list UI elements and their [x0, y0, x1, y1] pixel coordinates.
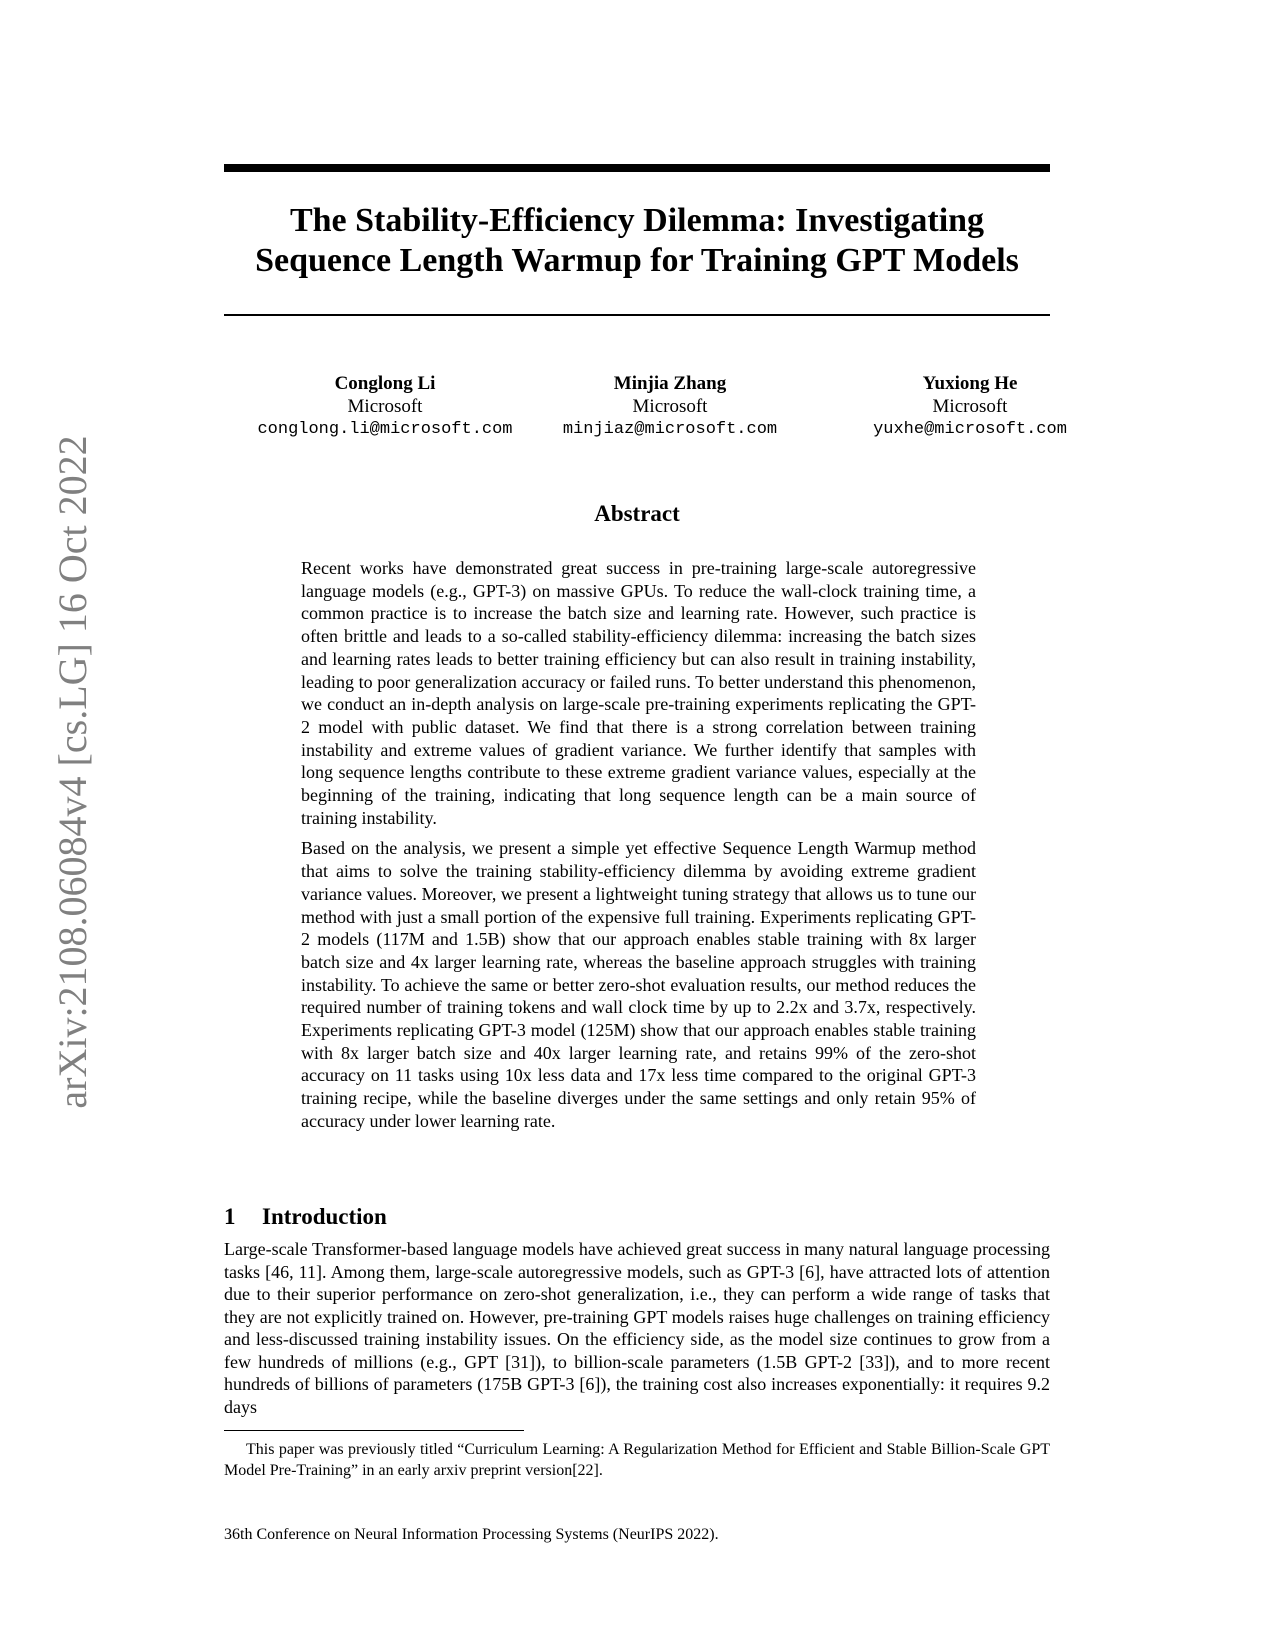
author-block	[800, 372, 1140, 441]
section-heading-introduction	[224, 1203, 387, 1231]
paper-title: The Stability-Efficiency Dilemma: Investigating Sequence Length Warmup for Training GPT Models	[255, 202, 1019, 279]
title-top-rule	[224, 164, 1050, 172]
author-email: conglong.li@microsoft.com	[257, 420, 513, 439]
footnote: This paper was previously titled “Curriculum Learning: A Regularization Method for Efficient and Stable Billion-Scale GPT Model Pre-Training” in an early arxiv preprint version[22].	[224, 1441, 1050, 1479]
author-email: yuxhe@microsoft.com	[873, 420, 1067, 439]
author-block	[510, 372, 830, 441]
abstract-heading: Abstract	[594, 501, 680, 526]
author-block	[230, 372, 540, 441]
author-affiliation: Microsoft	[932, 396, 1008, 417]
author-affiliation: Microsoft	[347, 396, 423, 417]
abstract-paragraph: Based on the analysis, we present a simple yet effective Sequence Length Warmup method that aims to solve the training stability-efficiency dilemma by avoiding extreme gradient variance values. Moreover, we present a lightweight tuning strategy that allows us to tune our method with just a small portion of the expensive full training. Experiments replicating GPT-2 models (117M and 1.5B) show that our approach enables stable training with 8x larger batch size and 4x larger learning rate, whereas the baseline approach struggles with training instability. To achieve the same or better zero-shot evaluation results, our method reduces the required number of training tokens and wall clock time by up to 2.2x and 3.7x, respectively. Experiments replicating GPT-3 model (125M) show that our approach enables stable training with 8x larger batch size and 40x larger learning rate, and retains 99% of the zero-shot accuracy on 11 tasks using 10x less data and 17x less time compared to the original GPT-3 training recipe, while the baseline diverges under the same settings and only retain 95% of accuracy under lower learning rate.	[301, 838, 976, 1131]
abstract-paragraph: Recent works have demonstrated great success in pre-training large-scale autoregressive language models (e.g., GPT-3) on massive GPUs. To reduce the wall-clock training time, a common practice is to increase the batch size and learning rate. However, such practice is often brittle and leads to a so-called stability-efficiency dilemma: increasing the batch sizes and learning rates leads to better training efficiency but can also result in training instability, leading to poor generalization accuracy or failed runs. To better understand this phenomenon, we conduct an in-depth analysis on large-scale pre-training experiments replicating the GPT-2 model with public dataset. We find that there is a strong correlation between training instability and extreme values of gradient variance. We further identify that samples with long sequence lengths contribute to these extreme gradient variance values, especially at the beginning of the training, indicating that long sequence length can be a main source of training instability.	[301, 558, 976, 828]
section-number: 1	[224, 1204, 236, 1229]
author-name: Yuxiong He	[922, 373, 1018, 394]
author-affiliation: Microsoft	[632, 396, 708, 417]
author-email: minjiaz@microsoft.com	[562, 420, 778, 439]
author-name: Minjia Zhang	[613, 373, 727, 394]
abstract-body	[301, 557, 976, 1133]
introduction-body	[224, 1238, 1050, 1418]
introduction-paragraph: Large-scale Transformer-based language models have achieved great success in many natural language processing tasks [46, 11]. Among them, large-scale autoregressive models, such as GPT-3 [6], have attracted lots of attention due to their superior performance on zero-shot generalization, i.e., they can perform a wide range of tasks that they are not explicitly trained on. However, pre-training GPT models raises huge challenges on training efficiency and less-discussed training instability issues. On the efficiency side, as the model size continues to grow from a few hundreds of millions (e.g., GPT [31]), to billion-scale parameters (1.5B GPT-2 [33]), and to more recent hundreds of billions of parameters (175B GPT-3 [6]), the training cost also increases exponentially: it requires 9.2 days	[224, 1239, 1050, 1417]
conference-note: 36th Conference on Neural Information Processing Systems (NeurIPS 2022).	[224, 1526, 719, 1543]
section-title: Introduction	[262, 1204, 387, 1229]
author-name: Conglong Li	[334, 373, 436, 394]
arxiv-identifier: arXiv:2108.06084v4 [cs.LG] 16 Oct 2022	[50, 435, 95, 1109]
title-bottom-rule	[224, 314, 1050, 316]
footnote-rule	[224, 1430, 524, 1431]
